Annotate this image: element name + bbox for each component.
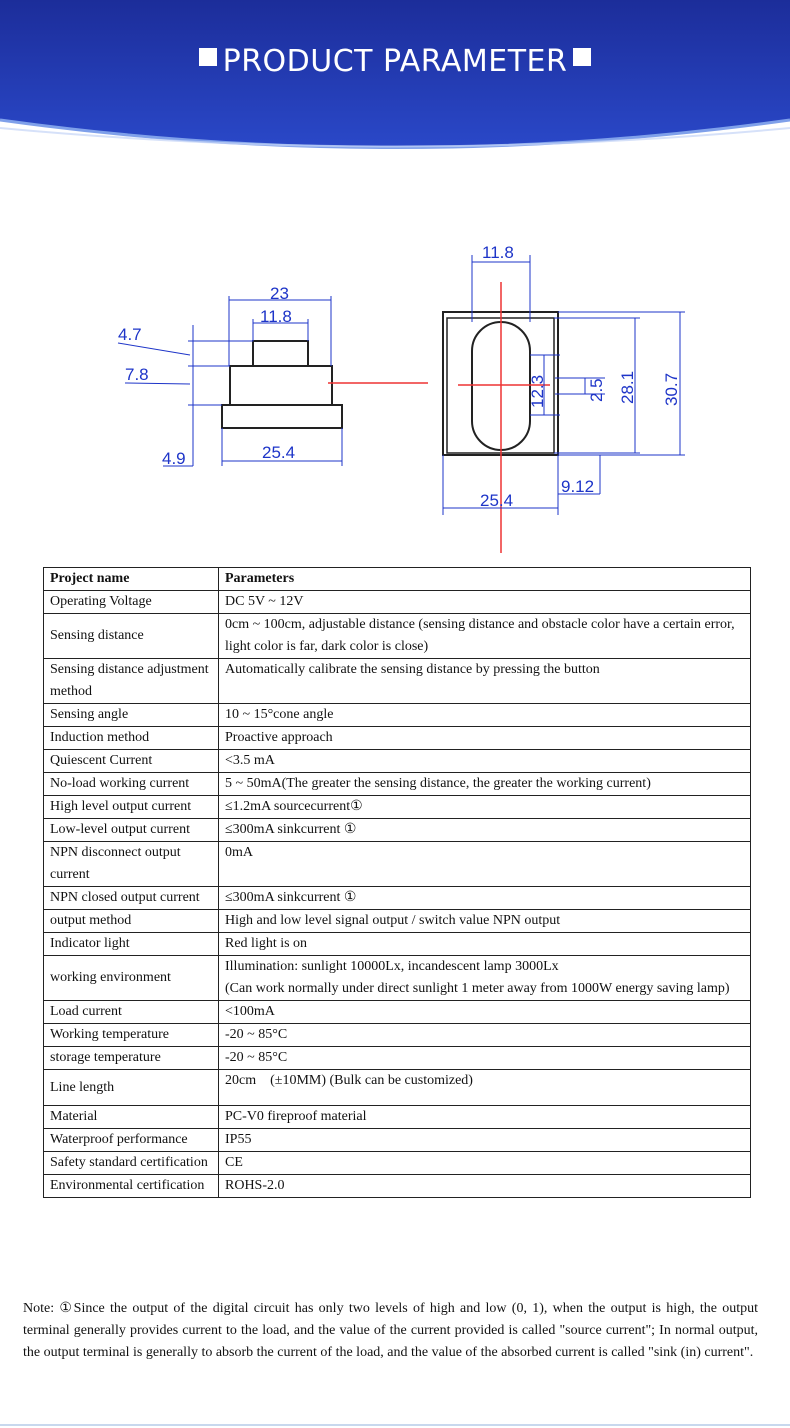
row-value: <100mA <box>219 1001 751 1024</box>
row-name: High level output current <box>44 796 219 819</box>
column-header: Project name <box>44 568 219 591</box>
row-name: storage temperature <box>44 1047 219 1070</box>
table-row <box>44 750 751 773</box>
table-row <box>44 842 751 887</box>
row-value: 20cm (±10MM) (Bulk can be customized) <box>219 1070 751 1106</box>
row-value: -20 ~ 85°C <box>219 1047 751 1070</box>
row-value: High and low level signal output / switch value NPN output <box>219 910 751 933</box>
dim-label: 23 <box>270 284 289 303</box>
table-row <box>44 1106 751 1129</box>
parameter-table <box>43 567 751 1198</box>
table-row <box>44 1152 751 1175</box>
row-value: 0mA <box>219 842 751 887</box>
dim-label: 4.7 <box>118 325 142 344</box>
square-bullet-icon <box>199 48 217 66</box>
row-name: NPN disconnect output current <box>44 842 219 887</box>
row-value: Proactive approach <box>219 727 751 750</box>
row-name: Sensing angle <box>44 704 219 727</box>
table-row <box>44 773 751 796</box>
dim-label: 11.8 <box>260 307 292 326</box>
table-row <box>44 1070 751 1106</box>
dim-label: 2.5 <box>587 378 606 402</box>
side-view <box>222 341 342 428</box>
table-row <box>44 727 751 750</box>
column-header: Parameters <box>219 568 751 591</box>
top-view <box>443 282 558 553</box>
divider <box>0 1424 790 1426</box>
dim-label: 9.12 <box>561 477 595 496</box>
table-row <box>44 704 751 727</box>
dim-label: 25.4 <box>480 491 514 510</box>
square-bullet-icon <box>573 48 591 66</box>
dim-label: 28.1 <box>618 370 637 404</box>
table-row <box>44 1047 751 1070</box>
row-value: ≤300mA sinkcurrent ① <box>219 887 751 910</box>
row-value: PC-V0 fireproof material <box>219 1106 751 1129</box>
table-header-row <box>44 568 751 591</box>
table-row <box>44 659 751 704</box>
table-row <box>44 614 751 659</box>
row-value: Automatically calibrate the sensing distance by pressing the button <box>219 659 751 704</box>
row-value: 0cm ~ 100cm, adjustable distance (sensing distance and obstacle color have a certain error, light color is far, dark color is close) <box>219 614 751 659</box>
row-value: IP55 <box>219 1129 751 1152</box>
row-value: DC 5V ~ 12V <box>219 591 751 614</box>
row-name: Safety standard certification <box>44 1152 219 1175</box>
table-row <box>44 796 751 819</box>
header-banner <box>0 0 790 165</box>
row-value: 5 ~ 50mA(The greater the sensing distance, the greater the working current) <box>219 773 751 796</box>
row-value: ROHS-2.0 <box>219 1175 751 1198</box>
row-value: <3.5 mA <box>219 750 751 773</box>
table-row <box>44 1024 751 1047</box>
row-name: Material <box>44 1106 219 1129</box>
dim-label: 12.3 <box>528 374 547 408</box>
table-row <box>44 910 751 933</box>
row-value: ≤1.2mA sourcecurrent① <box>219 796 751 819</box>
dim-label: 30.7 <box>662 372 681 406</box>
row-name: Sensing distance adjustment method <box>44 659 219 704</box>
row-value <box>219 956 751 1001</box>
table-row <box>44 591 751 614</box>
row-name: Operating Voltage <box>44 591 219 614</box>
row-name: Indicator light <box>44 933 219 956</box>
banner-background <box>0 0 790 165</box>
footnote: Note: ①Since the output of the digital circuit has only two levels of high and low (0, 1), when the output is high, the output terminal generally provides current to the load, and the value of the current provided is called "source current"; In normal output, the output terminal is generally to absorb the current of the load, and the value of the absorbed current is called "sink (in) current". <box>23 1301 758 1360</box>
dim-label: 4.9 <box>162 449 186 468</box>
row-value: Red light is on <box>219 933 751 956</box>
row-value: 10 ~ 15°cone angle <box>219 704 751 727</box>
dim-label: 25.4 <box>262 443 296 462</box>
row-name: Line length <box>44 1070 219 1106</box>
row-value: -20 ~ 85°C <box>219 1024 751 1047</box>
table-row <box>44 1001 751 1024</box>
table-row <box>44 1175 751 1198</box>
table-row <box>44 956 751 1001</box>
row-name: Quiescent Current <box>44 750 219 773</box>
row-name: working environment <box>44 956 219 1001</box>
table-row <box>44 887 751 910</box>
table-row <box>44 1129 751 1152</box>
page-title: PRODUCT PARAMETER <box>0 44 790 79</box>
row-name: Environmental certification <box>44 1175 219 1198</box>
row-value-line: Illumination: sunlight 10000Lx, incandescent lamp 3000Lx <box>225 959 559 974</box>
row-name: Waterproof performance <box>44 1129 219 1152</box>
table-row <box>44 933 751 956</box>
dim-label: 11.8 <box>482 243 514 262</box>
row-value: CE <box>219 1152 751 1175</box>
row-name: NPN closed output current <box>44 887 219 910</box>
dimension-drawing <box>0 230 790 560</box>
table-row <box>44 819 751 842</box>
row-name: Low-level output current <box>44 819 219 842</box>
row-value-line: (Can work normally under direct sunlight 1 meter away from 1000W energy saving lamp) <box>225 981 730 996</box>
row-name: output method <box>44 910 219 933</box>
row-name: No-load working current <box>44 773 219 796</box>
row-value: ≤300mA sinkcurrent ① <box>219 819 751 842</box>
row-name: Load current <box>44 1001 219 1024</box>
row-name: Working temperature <box>44 1024 219 1047</box>
row-name: Induction method <box>44 727 219 750</box>
dim-label: 7.8 <box>125 365 149 384</box>
row-name: Sensing distance <box>44 614 219 659</box>
